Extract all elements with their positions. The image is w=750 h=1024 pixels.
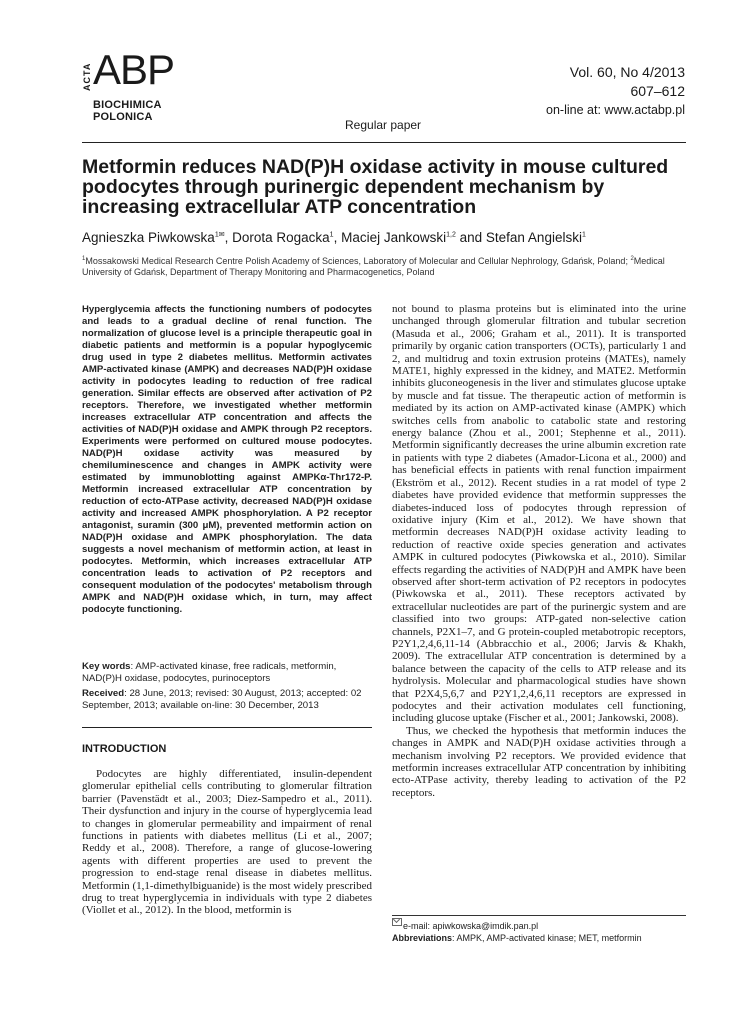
received-label: Received [82,688,125,699]
body-paragraph-1: not bound to plasma proteins but is eliminated into the urine unchanged through glomerular filtration and tubular secretion (Masuda et al., 2006; Graham et al., 2011). It is transported primarily by organic cation transporters (OCTs), particularly 1 and 2, and multidrug and toxin extrusion proteins (MATEs), namely MATE1, highly expressed in the kidney, and MATE2. Metformin inhibits gluconeogenesis in the liver and stimulates glucose uptake by muscle and fat tissue. The therapeutic action of metformin is mediated by its action on AMP-activated kinase (AMPK) which switches cells from anabolic to catabolic state and restoring energy balance (Zhou et al., 2001; Stephenne et al., 2011). Metformin significantly decreases the urine albumin excretion rate in patients with type 2 diabetes (Amador-Licona et al., 2000) and has beneficial effects in patients with renal function impairment (Ekström et al., 2012). Recent studies in a rat model of type 2 diabetes have provided evidence that metformin suppresses the diabetes-induced loss of podocytes through repression of oxidative injury (Kim et al., 2012). We have shown that metformin decreases NAD(P)H oxidase activity leading to reduction of reactive oxide species generation and activates AMPK in cultured podocytes (Piwkowska et al., 2010). Similar effects regarding the activities of NAD(P)H and AMPK have been observed after short-term activation of P2 receptors in podocytes (Piwkowska et al., 2011). These receptors activated by extracellular nucleotides are part of the purinergic system and are classified into two groups: ATP-gated non-selective cation channels, P2X1–7, and G protein-coupled metabotropic receptors, P2Y1,2,4,6,11-14 (Abbracchio et al., 2006; Jarvis & Khakh, 2009). The extracellular ATP concentration is determined by a balance between the capacity of the cells to ATP release and its hydrolysis. Molecular and pharmacological studies have shown that P2X4,5,6,7 and P2Y1,2,4,6,11 receptors are expressed in podocytes and their activation modulates cell functioning, including glucose uptake (Fischer et al., 2001; Jankowski, 2008). [392,303,686,725]
logo-abp: ABP [93,46,175,93]
keywords-label: Key words [82,661,131,672]
logo-polonica: POLONICA [93,111,153,123]
intro-paragraph: Podocytes are highly differentiated, insulin-dependent glomerular epithelial cells contributing to glomerular filtration barrier (Pavenstädt et al., 2003; Diez-Sampedro et al., 2011). Their dysfunction and injury in the course of hyperglycemia lead to changes in glomerular permeability and impairment of renal functions in patients with diabetes mellitus (Li et al., 2007; Reddy et al., 2008). Therefore, a range of glucose-lowering agents with different properties are used to prevent the progression to end-stage renal disease in diabetes mellitus. Metformin (1,1-dimethylbiguanide) is the most widely prescribed drug to treat hyperglycemia in individuals with type 2 diabetes (Viollet et al., 2012). In the blood, metformin is [82,768,372,917]
author-2-sup: 1 [329,231,334,239]
logo-biochimica: BIOCHIMICA [93,99,162,111]
footnote-divider [392,915,686,916]
volume-info [546,63,685,120]
abbreviations-label: Abbreviations [392,933,453,943]
right-column [392,303,686,799]
section-divider [82,727,372,728]
affil-sup-2: 2 [630,256,634,262]
affiliations [82,254,692,278]
affil-sup-1: 1 [82,256,86,262]
footnote [392,918,692,944]
affil-1: Mossakowski Medical Research Centre Polish Academy of Sciences, Laboratory of Molecular and Cellular Nephrology, Gdańsk, Poland; [85,256,631,266]
received-text: : 28 June, 2013; revised: 30 August, 2013; accepted: 02 September, 2013; available on-line: 30 December, 2013 [82,688,362,711]
author-1-sup: 1✉ [214,231,225,239]
abstract: Hyperglycemia affects the functioning numbers of podocytes and leads to a gradual decline of renal function. The normalization of glucose level is a principle therapeutic goal in diabetic patients and metformin is a popular hypoglycemic drug used in type 2 diabetes mellitus. Metformin activates AMP-activated kinase (AMPK) and decreases NAD(P)H oxidase activity in podocytes leading to reduction of free radical generation. Similar effects are observed after activation of P2 receptors. Therefore, we investigated whether metformin increases extracellular ATP concentration and affects the activities of NAD(P)H oxidase and AMPK through P2 receptors. Experiments were performed on cultured mouse podocytes. NAD(P)H oxidase activity was measured by chemiluminescence and changes in AMPK activity were estimated by immunoblotting against AMPKα-Thr172-P. Metformin increased extracellular ATP concentration by reduction of ecto-ATPase activity, decreased NAD(P)H oxidase activity and increased AMPK phosphorylation. A P2 receptor antagonist, suramin (300 μM), prevented metformin action on NAD(P)H oxidase and AMPK phosphorylation. The data suggests a novel mechanism of metformin action, at least in podocytes. Metformin, which increases extracellular ATP concentration leads to activation of P2 receptors and consequent modulation of the podocytes' metabolism through AMPK and NAD(P)H oxidase which, in turn, may affect podocyte functioning. [82,304,372,615]
author-sep: and [455,230,486,245]
intro-heading: INTRODUCTION [82,743,167,755]
page-range: 607–612 [630,83,685,99]
author-3: Maciej Jankowski [341,230,447,245]
keywords [82,661,372,684]
keywords-text: : AMP-activated kinase, free radicals, metformin, NAD(P)H oxidase, podocytes, purinoceptors [82,661,337,684]
body-paragraph-2: Thus, we checked the hypothesis that metformin induces the changes in AMPK and NAD(P)H oxidase activities through a mechanism involving P2 receptors. We provided evidence that metformin increases extracellular ATP concentration by inhibiting ecto-ATPase activity, thereby leading to activation of the P2 receptors. [392,724,686,799]
author-sep: , [333,230,342,245]
author-sep: , [224,230,233,245]
online-url[interactable]: on-line at: www.actabp.pl [546,103,685,117]
header-divider [82,142,686,143]
article-title: Metformin reduces NAD(P)H oxidase activity in mouse cultured podocytes through purinergic dependent mechanism by increasing extracellular ATP concentration [82,156,669,218]
volume-number: Vol. 60, No 4/2013 [569,64,685,80]
abbreviations-text: : AMPK, AMP-activated kinase; MET, metformin [452,933,642,943]
article-type: Regular paper [345,118,422,132]
affil-2: Medical University of Gdańsk, Department of Therapy Monitoring and Pharmacogenetics, Poland [82,256,665,277]
contact-email[interactable]: e-mail: apiwkowska@imdik.pan.pl [403,921,539,931]
author-2: Dorota Rogacka [232,230,330,245]
journal-logo [82,46,175,125]
author-3-sup: 1,2 [446,231,456,239]
author-1: Agnieszka Piwkowska [82,230,215,245]
received-dates [82,688,372,711]
logo-acta: ACTA [82,62,92,91]
author-list [82,230,586,245]
author-4-sup: 1 [581,231,586,239]
envelope-icon [392,918,402,926]
author-4: Stefan Angielski [485,230,582,245]
